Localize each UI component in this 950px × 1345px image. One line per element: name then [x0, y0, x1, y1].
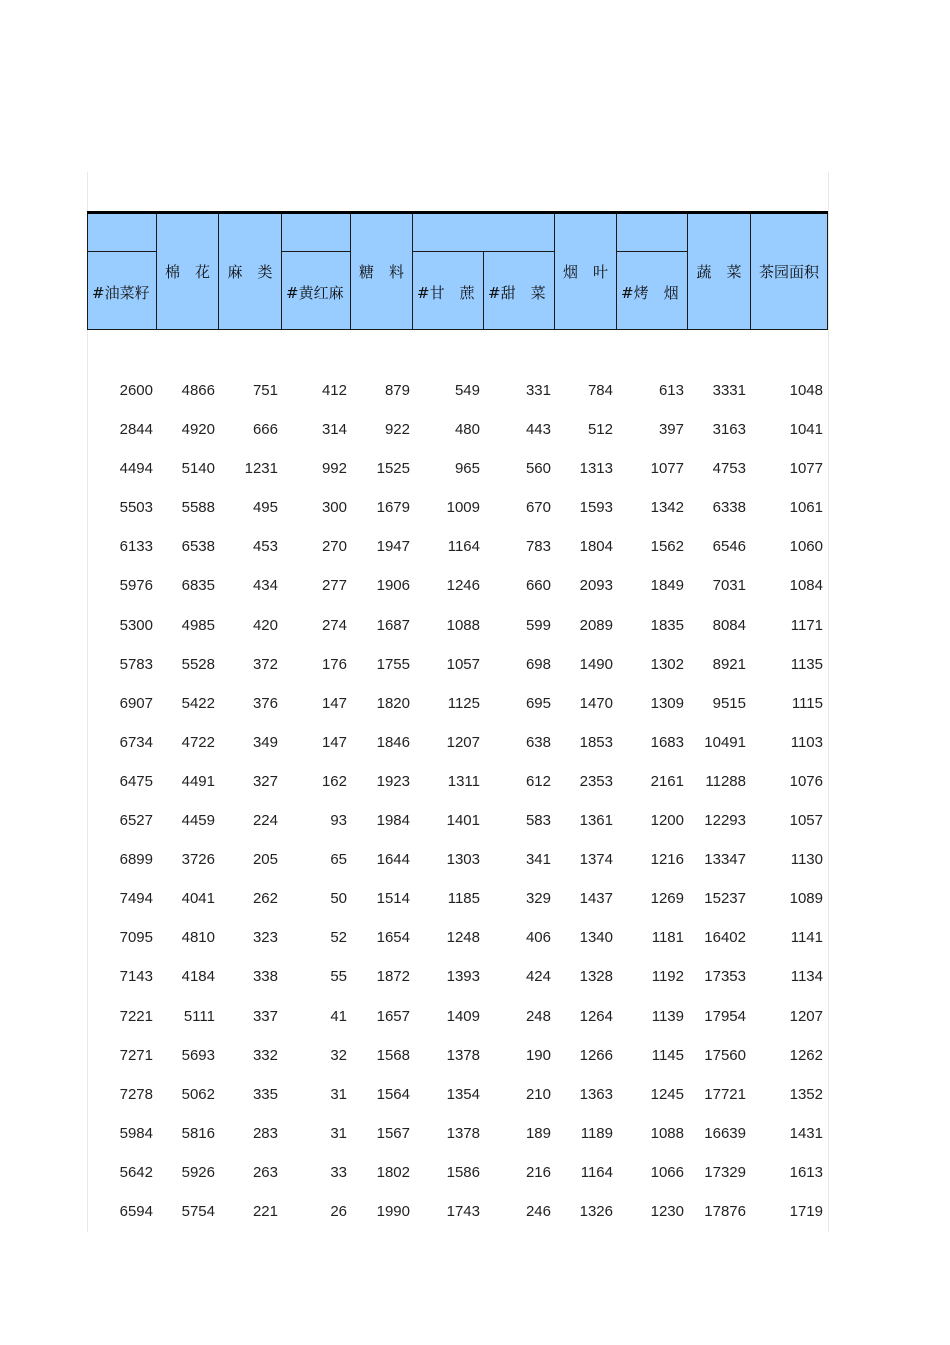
table-cell: 2844: [119, 421, 153, 439]
table-cell: 560: [525, 460, 551, 478]
table-cell: 1525: [376, 460, 410, 478]
table-cell: 6475: [119, 772, 153, 790]
table-cell: 1207: [789, 1007, 823, 1025]
table-cell: 879: [384, 382, 410, 399]
table-cell: 1906: [376, 577, 410, 595]
table-cell: 5693: [181, 1046, 215, 1064]
table-cell: 412: [321, 382, 347, 399]
table-cell: 26: [330, 1202, 347, 1220]
table-cell: 6594: [119, 1202, 153, 1220]
table-cell: 1262: [789, 1046, 823, 1064]
table-cell: 4920: [181, 421, 215, 439]
table-cell: 372: [252, 655, 278, 673]
table-cell: 1679: [376, 499, 410, 517]
table-cell: 583: [525, 812, 551, 830]
table-cell: 16639: [704, 1124, 746, 1142]
table-cell: 3726: [181, 851, 215, 869]
table-cell: 1846: [376, 733, 410, 751]
table-row: [87, 606, 827, 645]
table-cell: 6835: [181, 577, 215, 595]
table-cell: 5062: [181, 1085, 215, 1103]
table-cell: 4494: [119, 460, 153, 478]
table-cell: 1181: [651, 929, 684, 947]
table-cell: 5300: [119, 616, 153, 634]
table-cell: 17353: [704, 968, 746, 986]
table-cell: 1564: [376, 1085, 410, 1103]
table-cell: 1041: [789, 421, 823, 439]
table-cell: 274: [321, 616, 347, 634]
table-cell: 7031: [712, 577, 746, 595]
table-cell: 6907: [119, 694, 153, 712]
table-cell: 3163: [712, 421, 746, 439]
table-cell: 1248: [446, 929, 480, 947]
table-cell: 1872: [376, 968, 410, 986]
table-cell: 1135: [790, 655, 823, 673]
table-cell: 1139: [651, 1007, 684, 1025]
table-cell: 4810: [181, 929, 215, 947]
table-row: [87, 566, 827, 605]
table-cell: 283: [252, 1124, 278, 1142]
table-cell: 1947: [376, 538, 410, 556]
table-cell: 1309: [650, 694, 684, 712]
table-cell: 6538: [181, 538, 215, 556]
table-cell: 221: [252, 1202, 278, 1220]
table-row: [87, 762, 827, 801]
table-cell: 327: [252, 772, 278, 790]
table-cell: 1593: [579, 499, 613, 517]
table-cell: 341: [525, 851, 551, 869]
table-row: [87, 1075, 827, 1114]
table-cell: 1060: [789, 538, 823, 556]
table-cell: 1269: [650, 890, 684, 908]
table-cell: 1048: [789, 382, 823, 399]
table-cell: 31: [330, 1085, 347, 1103]
table-cell: 332: [252, 1046, 278, 1064]
table-cell: 1755: [376, 655, 410, 673]
table-row: [87, 957, 827, 996]
table-cell: 6899: [119, 851, 153, 869]
table-cell: 8084: [712, 616, 746, 634]
table-row: [87, 527, 827, 566]
table-cell: 453: [252, 538, 278, 556]
table-cell: 1264: [579, 1007, 613, 1025]
table-cell: 349: [252, 733, 278, 751]
table-cell: 1231: [244, 460, 278, 478]
table-cell: 5783: [119, 655, 153, 673]
table-cell: 6546: [712, 538, 746, 556]
table-cell: 1134: [790, 968, 823, 986]
table-row: [87, 645, 827, 684]
table-cell: 1328: [579, 968, 613, 986]
table-cell: 10491: [704, 733, 746, 751]
table-cell: 189: [525, 1124, 551, 1142]
table-cell: 4491: [181, 772, 215, 790]
table-cell: 1804: [579, 538, 613, 556]
table-cell: 277: [321, 577, 347, 595]
table-cell: 4459: [181, 812, 215, 830]
table-cell: 1401: [446, 812, 480, 830]
table-cell: 1490: [579, 655, 613, 673]
table-cell: 147: [321, 694, 347, 712]
table-cell: 5642: [119, 1163, 153, 1181]
table-cell: 1820: [376, 694, 410, 712]
table-row: [87, 1114, 827, 1153]
table-cell: 784: [587, 382, 613, 399]
table-cell: 613: [658, 382, 684, 399]
table-cell: 17876: [704, 1202, 746, 1220]
table-cell: 1200: [650, 812, 684, 830]
table-cell: 50: [330, 890, 347, 908]
table-cell: 638: [525, 733, 551, 751]
table-cell: 1066: [650, 1163, 684, 1181]
table-cell: 7221: [119, 1007, 153, 1025]
table-cell: 6527: [119, 812, 153, 830]
table-cell: 9515: [712, 694, 746, 712]
table-cell: 216: [525, 1163, 551, 1181]
table-cell: 15237: [704, 890, 746, 908]
table-cell: 1431: [789, 1124, 823, 1142]
table-cell: 1374: [579, 851, 613, 869]
table-cell: 1378: [446, 1046, 480, 1064]
header-group-sugar: [412, 212, 555, 252]
table-cell: 1089: [789, 890, 823, 908]
table-cell: 4985: [181, 616, 215, 634]
table-cell: 5422: [181, 694, 215, 712]
table-row: [87, 840, 827, 879]
table-cell: 1849: [650, 577, 684, 595]
table-cell: 16402: [704, 929, 746, 947]
header-group-oilseed: [87, 212, 157, 252]
table-cell: 1326: [579, 1202, 613, 1220]
header-hemp: 麻 类: [218, 212, 282, 330]
header-sugar-beet: #甜 菜: [483, 251, 555, 330]
table-cell: 1984: [376, 812, 410, 830]
table-cell: 783: [525, 538, 551, 556]
table-cell: 5976: [119, 577, 153, 595]
table-cell: 1802: [376, 1163, 410, 1181]
header-top-rule: [87, 211, 828, 214]
table-cell: 992: [321, 460, 347, 478]
table-cell: 549: [454, 382, 480, 399]
header-vegetables: 蔬 菜: [687, 212, 751, 330]
header-tea-garden-area: 茶园面积: [750, 212, 828, 330]
table-cell: 670: [525, 499, 551, 517]
table-cell: 17721: [704, 1085, 746, 1103]
table-cell: 210: [525, 1085, 551, 1103]
table-cell: 4041: [181, 890, 215, 908]
table-cell: 17329: [704, 1163, 746, 1181]
table-cell: 331: [525, 382, 551, 399]
table-cell: 1103: [790, 733, 823, 751]
table-header: [87, 212, 828, 330]
table-cell: 329: [525, 890, 551, 908]
table-cell: 270: [321, 538, 347, 556]
table-cell: 480: [454, 421, 480, 439]
table-cell: 2600: [119, 382, 153, 399]
table-cell: 1361: [579, 812, 613, 830]
table-cell: 162: [321, 772, 347, 790]
table-cell: 1189: [580, 1124, 613, 1142]
table-cell: 698: [525, 655, 551, 673]
table-cell: 1246: [446, 577, 480, 595]
table-cell: 965: [454, 460, 480, 478]
table-row: [87, 410, 827, 449]
header-flue-cured-tobacco: #烤 烟: [616, 251, 688, 330]
table-cell: 176: [321, 655, 347, 673]
table-cell: 666: [252, 421, 278, 439]
table-cell: 376: [252, 694, 278, 712]
table-cell: 1657: [376, 1007, 410, 1025]
table-cell: 65: [330, 851, 347, 869]
table-cell: 3331: [712, 382, 746, 399]
table-cell: 1853: [579, 733, 613, 751]
table-cell: 5140: [181, 460, 215, 478]
table-cell: 17560: [704, 1046, 746, 1064]
table-cell: 12293: [704, 812, 746, 830]
table-cell: 1130: [790, 851, 823, 869]
table-cell: 31: [330, 1124, 347, 1142]
table-cell: 5111: [183, 1007, 215, 1025]
table-cell: 337: [252, 1007, 278, 1025]
table-cell: 1057: [446, 655, 480, 673]
table-row: [87, 1153, 827, 1192]
table-cell: 190: [525, 1046, 551, 1064]
table-cell: 1923: [376, 772, 410, 790]
table-cell: 7494: [119, 890, 153, 908]
table-cell: 1835: [650, 616, 684, 634]
table-cell: 1145: [651, 1046, 684, 1064]
header-rapeseed: #油菜籽: [87, 251, 157, 330]
table-cell: 695: [525, 694, 551, 712]
table-cell: 434: [252, 577, 278, 595]
table-cell: 1185: [447, 890, 480, 908]
table-cell: 5528: [181, 655, 215, 673]
table-cell: 1562: [650, 538, 684, 556]
table-cell: 1613: [789, 1163, 823, 1181]
table-cell: 300: [321, 499, 347, 517]
table-cell: 11288: [705, 772, 746, 790]
table-cell: 1586: [446, 1163, 480, 1181]
table-cell: 6734: [119, 733, 153, 751]
table-cell: 1088: [446, 616, 480, 634]
table-cell: 922: [384, 421, 410, 439]
table-cell: 5816: [181, 1124, 215, 1142]
table-cell: 397: [658, 421, 684, 439]
table-cell: 1266: [579, 1046, 613, 1064]
table-cell: 1077: [650, 460, 684, 478]
table-cell: 1115: [791, 694, 823, 712]
table-cell: 1084: [789, 577, 823, 595]
table-cell: 2353: [579, 772, 613, 790]
table-cell: 4722: [181, 733, 215, 751]
table-cell: 262: [252, 890, 278, 908]
table-cell: 33: [330, 1163, 347, 1181]
table-cell: 1354: [446, 1085, 480, 1103]
table-row: [87, 997, 827, 1036]
table-cell: 1687: [376, 616, 410, 634]
table-row: [87, 449, 827, 488]
table-cell: 7278: [119, 1085, 153, 1103]
table-cell: 512: [587, 421, 613, 439]
table-body: [87, 371, 827, 1231]
table-cell: 335: [252, 1085, 278, 1103]
table-cell: 13347: [704, 851, 746, 869]
table-cell: 205: [252, 851, 278, 869]
header-cotton: 棉 花: [156, 212, 219, 330]
table-row: [87, 723, 827, 762]
table-cell: 93: [330, 812, 347, 830]
table-cell: 2093: [579, 577, 613, 595]
table-cell: 1164: [580, 1163, 613, 1181]
table-cell: 1164: [447, 538, 480, 556]
header-jute: #黄红麻: [281, 251, 351, 330]
table-cell: 8921: [712, 655, 746, 673]
table-cell: 1644: [376, 851, 410, 869]
table-cell: 6338: [712, 499, 746, 517]
table-cell: 263: [252, 1163, 278, 1181]
table-cell: 1352: [789, 1085, 823, 1103]
table-cell: 1340: [579, 929, 613, 947]
table-cell: 612: [525, 772, 551, 790]
table-cell: 4753: [712, 460, 746, 478]
header-tobacco: 烟 叶: [554, 212, 617, 330]
table-cell: 1057: [789, 812, 823, 830]
table-cell: 420: [252, 616, 278, 634]
table-row: [87, 371, 827, 410]
table-cell: 443: [525, 421, 551, 439]
table-row: [87, 488, 827, 527]
table-cell: 224: [252, 812, 278, 830]
table-cell: 1393: [446, 968, 480, 986]
table-cell: 5503: [119, 499, 153, 517]
table-cell: 5588: [181, 499, 215, 517]
table-cell: 246: [525, 1202, 551, 1220]
table-cell: 424: [525, 968, 551, 986]
table-cell: 52: [330, 929, 347, 947]
table-cell: 1230: [650, 1202, 684, 1220]
table-cell: 1743: [446, 1202, 480, 1220]
table-cell: 7271: [119, 1046, 153, 1064]
table-cell: 2089: [579, 616, 613, 634]
table-cell: 147: [321, 733, 347, 751]
table-cell: 17954: [704, 1007, 746, 1025]
table-cell: 1088: [650, 1124, 684, 1142]
table-cell: 338: [252, 968, 278, 986]
table-row: [87, 918, 827, 957]
table-cell: 5926: [181, 1163, 215, 1181]
table-cell: 1192: [651, 968, 684, 986]
table-cell: 1009: [446, 499, 480, 517]
table-row: [87, 801, 827, 840]
table-cell: 1470: [579, 694, 613, 712]
table-cell: 248: [525, 1007, 551, 1025]
table-cell: 5754: [181, 1202, 215, 1220]
header-group-hemp: [281, 212, 351, 252]
table-cell: 1216: [650, 851, 684, 869]
table-cell: 55: [330, 968, 347, 986]
table-cell: 1514: [376, 890, 410, 908]
table-cell: 4184: [181, 968, 215, 986]
table-cell: 1719: [789, 1202, 823, 1220]
table-cell: 1076: [789, 772, 823, 790]
table-cell: 41: [330, 1007, 347, 1025]
table-cell: 1303: [446, 851, 480, 869]
table-cell: 6133: [119, 538, 153, 556]
table-cell: 1207: [446, 733, 480, 751]
table-cell: 1409: [446, 1007, 480, 1025]
table-cell: 1378: [446, 1124, 480, 1142]
table-cell: 1171: [790, 616, 823, 634]
table-cell: 1990: [376, 1202, 410, 1220]
table-cell: 1342: [650, 499, 684, 517]
header-sugarcane: #甘 蔗: [412, 251, 484, 330]
table-cell: 5984: [119, 1124, 153, 1142]
table-cell: 1568: [376, 1046, 410, 1064]
table-cell: 1654: [376, 929, 410, 947]
table-cell: 314: [321, 421, 347, 439]
header-sugar-crops: 糖 料: [350, 212, 413, 330]
table-cell: 1141: [790, 929, 823, 947]
table-row: [87, 1036, 827, 1075]
table-cell: 32: [330, 1046, 347, 1064]
table-row: [87, 879, 827, 918]
table-cell: 599: [525, 616, 551, 634]
table-cell: 1437: [579, 890, 613, 908]
table-cell: 1245: [650, 1085, 684, 1103]
table-cell: 7095: [119, 929, 153, 947]
table-cell: 1683: [650, 733, 684, 751]
table-cell: 1363: [579, 1085, 613, 1103]
table-cell: 323: [252, 929, 278, 947]
table-cell: 4866: [181, 382, 215, 399]
table-cell: 751: [252, 382, 278, 399]
table-cell: 1567: [376, 1124, 410, 1142]
table-cell: 1311: [447, 772, 480, 790]
table-cell: 660: [525, 577, 551, 595]
table-row: [87, 684, 827, 723]
table-cell: 1302: [650, 655, 684, 673]
table-cell: 2161: [650, 772, 684, 790]
table-cell: 1077: [789, 460, 823, 478]
table-cell: 1061: [789, 499, 823, 517]
header-group-tobacco: [616, 212, 688, 252]
table-cell: 1125: [447, 694, 480, 712]
table-cell: 1313: [579, 460, 613, 478]
table-cell: 7143: [119, 968, 153, 986]
table-row: [87, 1192, 827, 1231]
table-cell: 495: [252, 499, 278, 517]
table-cell: 406: [525, 929, 551, 947]
